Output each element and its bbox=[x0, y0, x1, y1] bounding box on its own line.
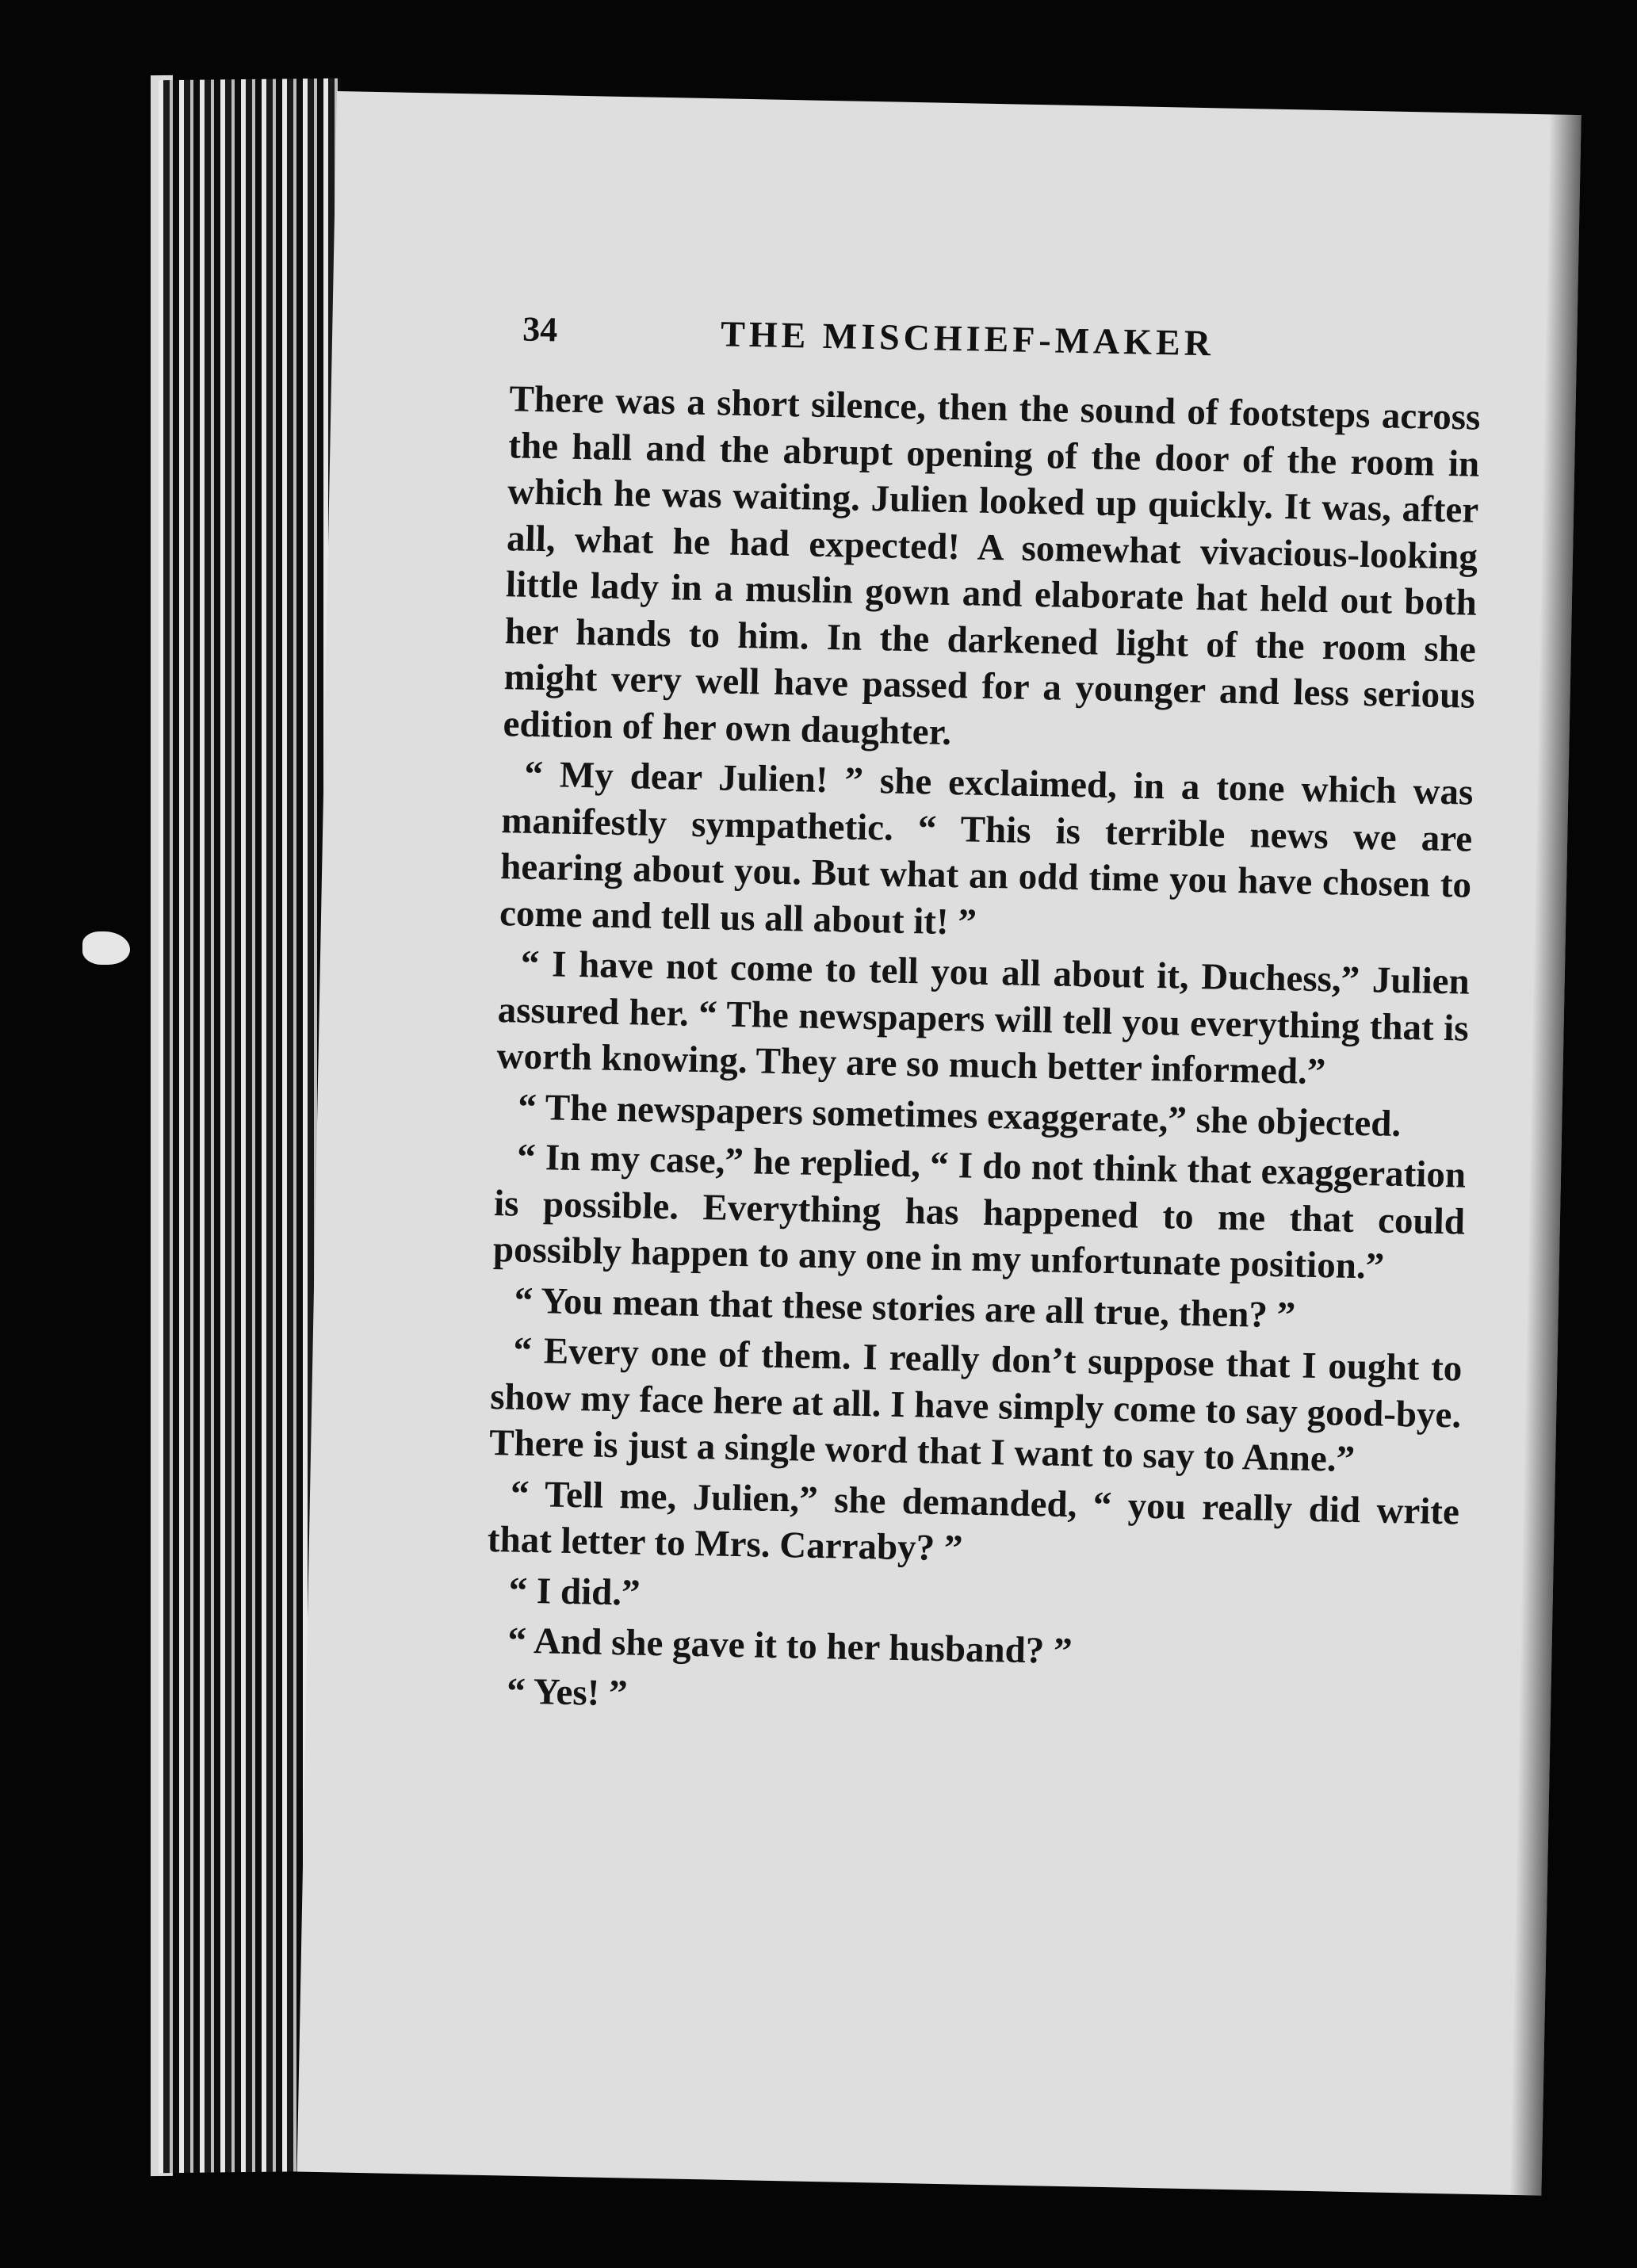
body-text bbox=[484, 376, 1481, 1736]
paragraph: “ I have not come to tell you all about it, Duchess,” Julien assured her. “ The newspapers will tell you everything that is worth knowing. They are so much better informed.” bbox=[496, 943, 1471, 1093]
paragraph: “ My dear Julien! ” she exclaimed, in a tone which was manifestly sympathetic. “ This is terrible news we are hearing about you. But what an odd time you have chosen to come and tell us all about it! ” bbox=[499, 753, 1474, 943]
paragraph: “ You mean that these stories are all true, then? ” bbox=[514, 1279, 1296, 1336]
paragraph: “ In my case,” he replied, “ I do not think that exaggeration is possible. Everything has happened to me that could possibly happen to any one in my unfortunate position.” bbox=[492, 1136, 1467, 1287]
page-number: 34 bbox=[522, 309, 558, 350]
paragraph: “ I did.” bbox=[508, 1570, 641, 1614]
paragraph: There was a short silence, then the sound of footsteps across the hall and the abrupt opening of the door of the room in which he was waiting. Julien looked up quickly. It was, after all, what he had expected! A somewhat vivacious-looking little lady in a muslin gown and elaborate hat held out both her hands to him. In the darkened light of the room she might very well have passed for a younger and less serious edition of her own daughter. bbox=[503, 378, 1481, 753]
paper-fragment bbox=[82, 931, 130, 965]
book-page bbox=[297, 91, 1582, 2196]
book-title: THE MISCHIEF-MAKER bbox=[720, 313, 1215, 364]
running-head bbox=[522, 309, 1340, 373]
paragraph: “ The newspapers sometimes exaggerate,” she objected. bbox=[517, 1086, 1402, 1145]
paragraph: “ And she gave it to her husband? ” bbox=[507, 1620, 1073, 1673]
paragraph: “ Every one of them. I really don’t suppose that I ought to show my face here at all. I have simply come to say good-bye. There is just a single word that I want to say to Anne.” bbox=[488, 1329, 1463, 1480]
paragraph: “ Yes! ” bbox=[506, 1669, 629, 1714]
paragraph: “ Tell me, Julien,” she demanded, “ you really did write that letter to Mrs. Carraby? ” bbox=[487, 1473, 1460, 1570]
